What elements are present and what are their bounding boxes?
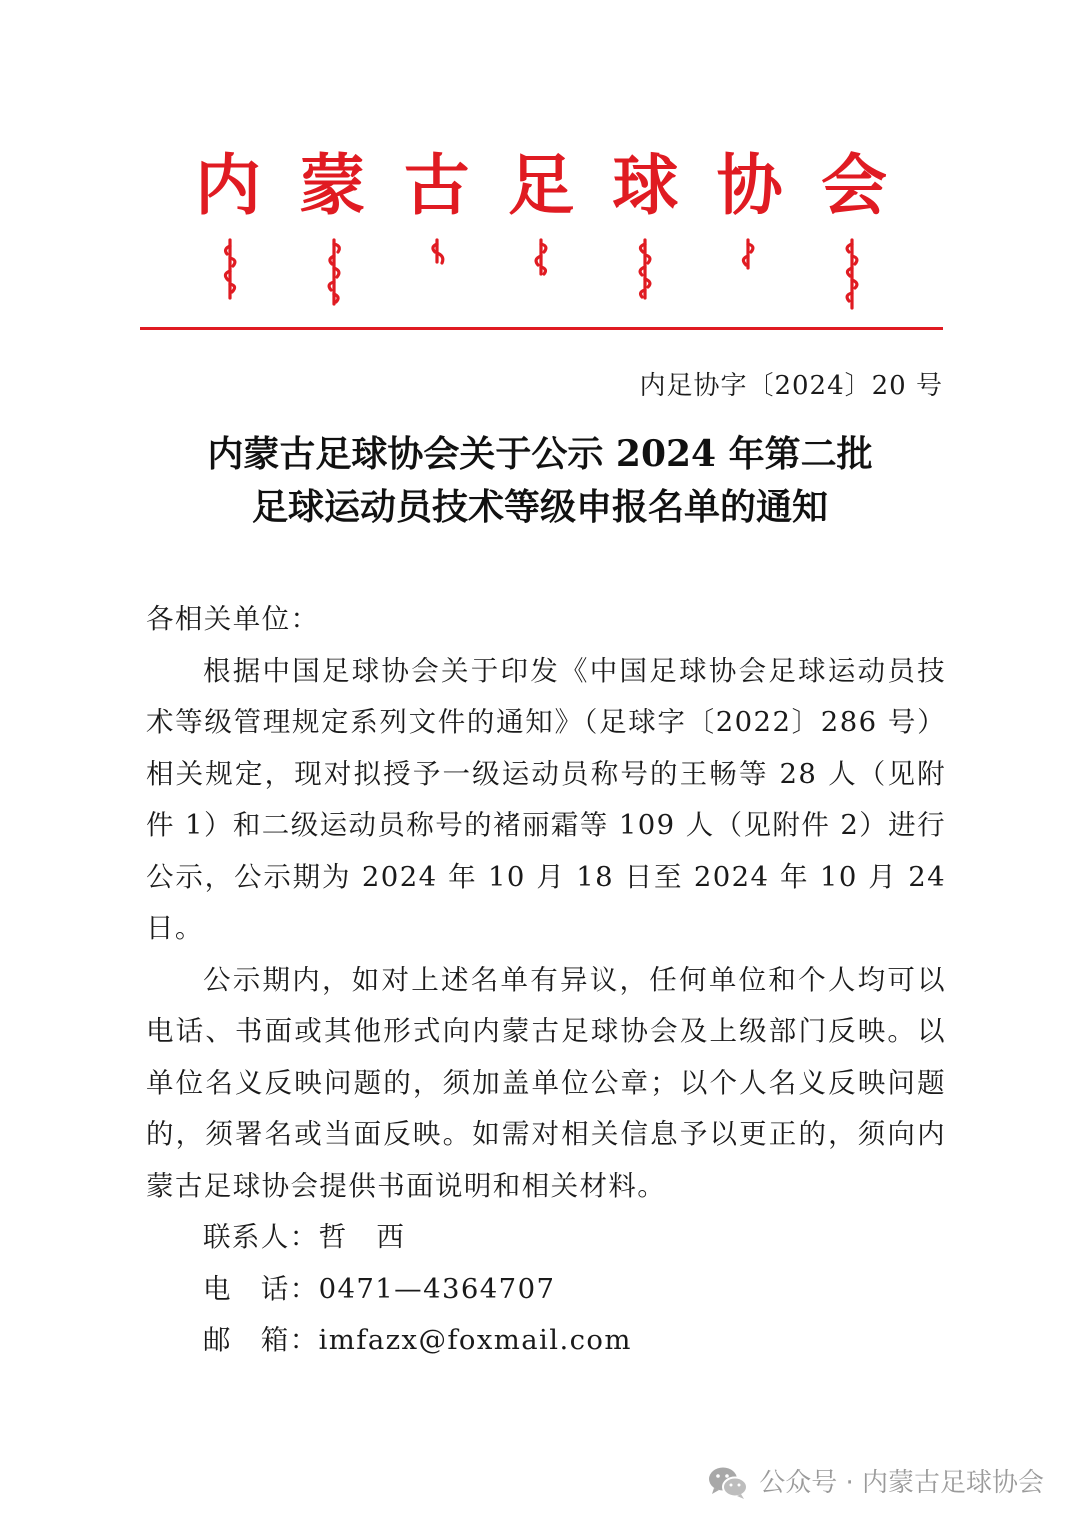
mongolian-word-glyph — [218, 238, 242, 310]
document-number: 内足协字〔2024〕20 号 — [639, 371, 943, 401]
watermark-text: 公众号 · 内蒙古足球协会 — [759, 1468, 1044, 1498]
salutation: 各相关单位： — [146, 603, 320, 635]
contact-person: 联系人：哲 西 — [203, 1221, 406, 1253]
org-char: 会 — [820, 146, 887, 224]
title-line-1: 内蒙古足球协会关于公示 2024 年第二批 — [207, 433, 873, 475]
letterhead-red-rule — [140, 327, 943, 330]
wechat-watermark — [707, 1458, 1044, 1508]
mongolian-word-glyph — [529, 238, 553, 310]
mongolian-word-glyph — [322, 238, 346, 310]
org-char: 协 — [716, 146, 783, 224]
document-body — [146, 594, 946, 1367]
mongolian-word-glyph — [736, 238, 760, 310]
org-char: 内 — [195, 146, 261, 224]
contact-phone: 电 话：0471—4364707 — [203, 1272, 556, 1305]
org-char: 足 — [507, 146, 574, 224]
org-char: 古 — [403, 146, 470, 224]
title-line-2: 足球运动员技术等级申报名单的通知 — [251, 486, 828, 528]
letterhead-mongolian-script — [140, 238, 942, 310]
contact-email: 邮 箱：imfazx@foxmail.com — [203, 1324, 632, 1356]
body-paragraph-1: 根据中国足球协会关于印发《中国足球协会足球运动员技术等级管理规定系列文件的通知》（足球字〔2022〕286 号）相关规定，现对拟授予一级运动员称号的王畅等 28 人（见附件 1）和二级运动员称号的褚丽霜等 109 人（见附件 2）进行公示，公示期为 2024 年 10 月 18 日至 2024 年 10 月 24 日。 — [146, 654, 946, 944]
body-paragraph-2: 公示期内，如对上述名单有异议，任何单位和个人均可以电话、书面或其他形式向内蒙古足球协会及上级部门反映。以单位名义反映问题的，须加盖单位公章；以个人名义反映问题的，须署名或当面反映。如需对相关信息予以更正的，须向内蒙古足球协会提供书面说明和相关材料。 — [146, 963, 946, 1202]
document-title — [120, 428, 960, 534]
wechat-icon — [707, 1465, 749, 1501]
org-char: 蒙 — [299, 146, 366, 224]
mongolian-word-glyph — [633, 238, 657, 310]
mongolian-word-glyph — [425, 238, 449, 310]
org-char: 球 — [612, 146, 679, 224]
letterhead-org-name — [140, 140, 942, 230]
mongolian-word-glyph — [840, 238, 864, 310]
